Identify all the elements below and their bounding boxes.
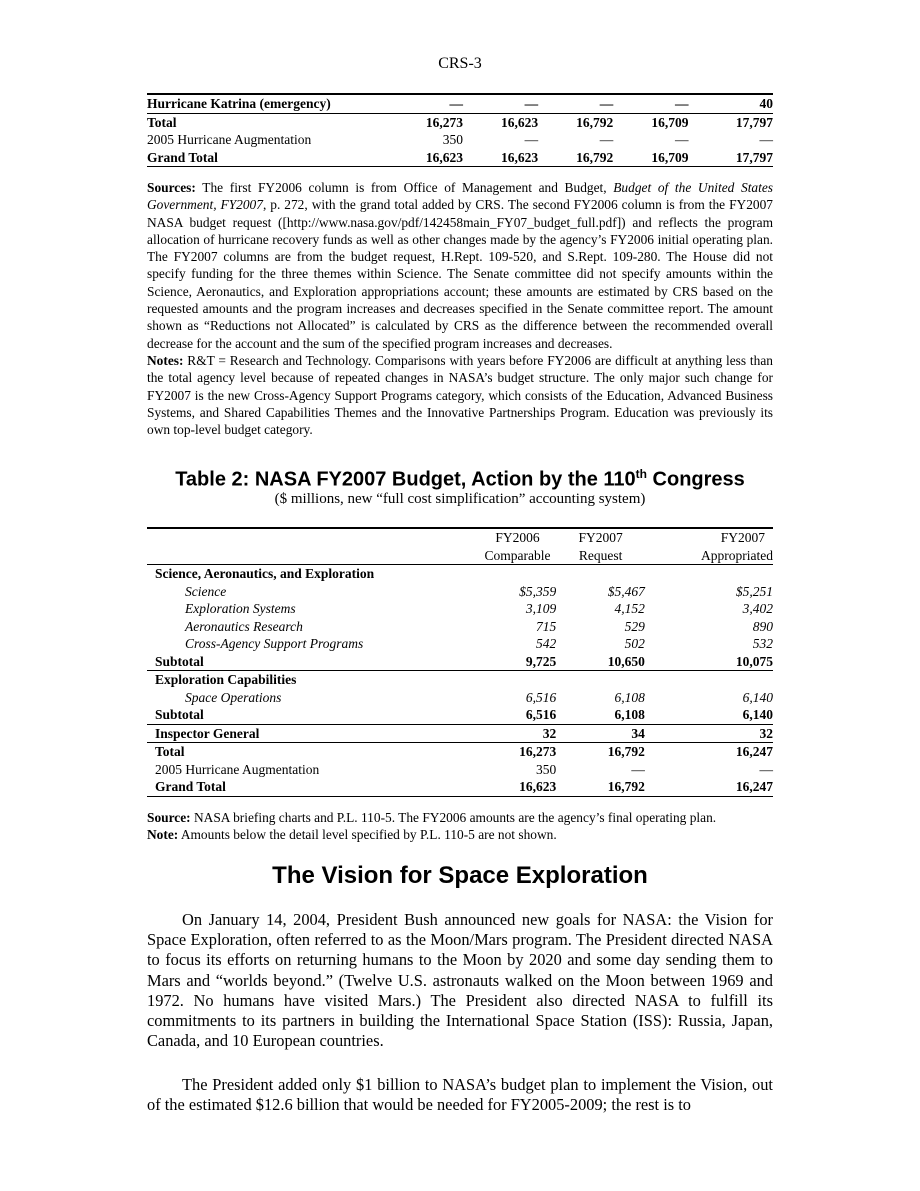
cell: — xyxy=(674,132,689,147)
cell: 532 xyxy=(752,636,773,651)
table-row xyxy=(147,565,773,583)
row-label: Subtotal xyxy=(147,653,479,671)
cell: 16,623 xyxy=(500,114,539,130)
cell: 529 xyxy=(624,618,645,634)
row-label: Inspector General xyxy=(147,724,479,743)
cell: 3,402 xyxy=(742,601,773,616)
row-label: Grand Total xyxy=(147,149,391,167)
cell: 10,075 xyxy=(645,653,773,671)
cell: — xyxy=(599,132,614,147)
cell: 16,273 xyxy=(425,114,463,130)
notes-paragraph xyxy=(147,352,773,438)
table-row xyxy=(147,131,773,149)
row-label: Total xyxy=(147,114,177,130)
cell: 34 xyxy=(556,724,645,743)
table-row xyxy=(147,724,773,743)
table-row xyxy=(147,671,773,689)
row-label: Aeronautics Research xyxy=(185,618,303,634)
cell: 32 xyxy=(479,724,557,743)
body-paragraph-2: The President added only $1 billion to NASA’s budget plan to implement the Vision, out of the estimated $12.6 billion that would be needed for FY2005-2009; the rest is to xyxy=(147,1075,773,1115)
cell: 4,152 xyxy=(614,601,645,616)
sources-text: The first FY2006 column is from Office of Management and Budget, xyxy=(202,180,614,195)
cell: 6,140 xyxy=(645,706,773,724)
table1-notes xyxy=(147,179,773,438)
title-text-end: Congress xyxy=(647,468,745,491)
cell xyxy=(645,671,773,689)
cell: 890 xyxy=(752,618,773,634)
cell: 32 xyxy=(645,724,773,743)
cell: — xyxy=(631,761,645,777)
row-label: Cross-Agency Support Programs xyxy=(185,636,364,651)
note-paragraph xyxy=(147,826,773,843)
table2-notes xyxy=(147,809,773,844)
table-row xyxy=(147,618,773,636)
cell: $5,359 xyxy=(519,583,557,599)
title-sup: th xyxy=(635,467,647,481)
cell: 715 xyxy=(536,618,557,634)
col-header: FY2006 xyxy=(495,530,540,545)
cell: — xyxy=(759,761,773,777)
cell: — xyxy=(391,94,463,113)
table-row xyxy=(147,94,773,113)
row-label: 2005 Hurricane Augmentation xyxy=(147,132,312,147)
table-row xyxy=(147,778,773,796)
cell: 17,797 xyxy=(688,149,773,167)
table-row xyxy=(147,653,773,671)
cell: — xyxy=(759,132,773,147)
table-row xyxy=(147,113,773,131)
cell: — xyxy=(613,94,688,113)
cell: 40 xyxy=(688,94,773,113)
row-label: Exploration Capabilities xyxy=(155,672,297,687)
cell: $5,251 xyxy=(735,583,773,599)
cell: 350 xyxy=(442,132,463,147)
cell: — xyxy=(463,94,538,113)
cell: 9,725 xyxy=(479,653,557,671)
section-heading: The Vision for Space Exploration xyxy=(272,862,648,889)
title-text: Table 2: NASA FY2007 Budget, Action by the 110 xyxy=(175,468,636,491)
cell: 16,623 xyxy=(391,149,463,167)
col-header: Request xyxy=(556,547,645,565)
cell: 3,109 xyxy=(525,601,557,616)
row-label: Hurricane Katrina (emergency) xyxy=(147,94,391,113)
row-label: Science xyxy=(185,583,227,599)
cell: 16,247 xyxy=(735,744,773,759)
sources-label: Sources: xyxy=(147,180,196,195)
cell xyxy=(645,565,773,583)
row-label: Total xyxy=(155,744,185,759)
source-label: Source: xyxy=(147,810,191,825)
col-header: Appropriated xyxy=(645,547,773,565)
cell xyxy=(556,671,645,689)
cell: — xyxy=(524,132,539,147)
header-row xyxy=(147,528,773,547)
sources-text-cont: , p. 272, with the grand total added by CRS. The second FY2006 column is from the FY2007 NASA budget request ([http://www.nasa.gov/pdf/142458main_FY07_budget_full.pdf]) and reflects the program allocation of hurricane recovery funds as well as other changes made by the agency’s FY2006 initial operating plan. The FY2007 columns are from the budget request, H.Rept. 109-520, and S.Rept. 109-280. The House did not specify funding for the three themes within Science. The Senate committee did not specify amounts within the Science, Aeronautics, and Exploration appropriations account; these amounts are estimated by CRS based on the requested amounts and the program increases and decreases specified in the Senate committee report. The amount shown as “Reductions not Allocated” is calculated by CRS as the difference between the recommended overall decrease for the account and the sum of the specified program increases and decreases. xyxy=(147,197,773,351)
row-label: Grand Total xyxy=(147,778,479,796)
col-header: FY2007 xyxy=(578,530,623,545)
col-header: Comparable xyxy=(479,547,557,565)
col-header: FY2007 xyxy=(720,530,765,545)
cell: 16,792 xyxy=(538,149,613,167)
source-paragraph xyxy=(147,809,773,826)
cell: 350 xyxy=(536,761,557,777)
cell: 6,140 xyxy=(742,689,773,705)
header-row xyxy=(147,547,773,565)
table-row xyxy=(147,600,773,618)
cell: 17,797 xyxy=(735,114,773,130)
budget-table-2 xyxy=(147,527,773,797)
cell: 16,792 xyxy=(576,114,614,130)
row-label: Exploration Systems xyxy=(185,601,296,616)
source-text: NASA briefing charts and P.L. 110-5. The FY2006 amounts are the agency’s final operating plan. xyxy=(194,810,717,825)
note-label: Note: xyxy=(147,827,179,843)
row-label: Subtotal xyxy=(147,706,479,724)
cell: 16,273 xyxy=(519,744,557,759)
sources-paragraph xyxy=(147,179,773,352)
row-label: 2005 Hurricane Augmentation xyxy=(155,761,320,777)
table-row xyxy=(147,149,773,167)
cell: 6,108 xyxy=(614,689,645,705)
page-header: CRS-3 xyxy=(438,55,482,72)
cell: 16,709 xyxy=(613,149,688,167)
cell: $5,467 xyxy=(607,583,645,599)
cell: 16,247 xyxy=(645,778,773,796)
table-row xyxy=(147,583,773,601)
cell: 16,623 xyxy=(463,149,538,167)
cell: 502 xyxy=(624,636,645,651)
table2-title xyxy=(0,467,920,492)
cell xyxy=(556,565,645,583)
table-row xyxy=(147,689,773,707)
table-row xyxy=(147,743,773,761)
sources-citation: Budget of the United States Government, FY2007 xyxy=(147,180,773,213)
budget-table-continued xyxy=(147,93,773,167)
cell: 16,792 xyxy=(607,744,645,759)
row-label: Space Operations xyxy=(185,689,282,705)
table-row xyxy=(147,635,773,653)
notes-text: R&T = Research and Technology. Comparisons with years before FY2006 are difficult at anything less than the total agency level because of repeated changes in NASA’s budget structure. The only major such change for FY2007 is the new Cross-Agency Support Programs category, which consists of the Education, Advanced Business Systems, and Shared Capabilities Themes and the Innovative Partnerships Program. Education was previously its own top-level budget category. xyxy=(147,352,773,438)
notes-label: Notes: xyxy=(147,352,184,368)
table2-subtitle: ($ millions, new “full cost simplification” accounting system) xyxy=(274,491,646,507)
cell: 6,516 xyxy=(479,706,557,724)
cell: 16,709 xyxy=(651,114,689,130)
cell: 6,516 xyxy=(525,689,557,705)
cell: 10,650 xyxy=(556,653,645,671)
cell: 16,792 xyxy=(556,778,645,796)
cell: — xyxy=(538,94,613,113)
note-text: Amounts below the detail level specified by P.L. 110-5 are not shown. xyxy=(180,827,557,843)
row-label: Science, Aeronautics, and Exploration xyxy=(155,566,375,581)
cell: 16,623 xyxy=(479,778,557,796)
table-row xyxy=(147,761,773,779)
table-row xyxy=(147,706,773,724)
cell: 542 xyxy=(536,636,557,651)
header-blank xyxy=(147,528,479,547)
cell xyxy=(479,671,557,689)
body-paragraph-1: On January 14, 2004, President Bush announced new goals for NASA: the Vision for Space Exploration, often referred to as the Moon/Mars program. The President directed NASA to focus its efforts on returning humans to the Moon by 2020 and some day sending them to Mars and “worlds beyond.” (Twelve U.S. astronauts walked on the Moon between 1969 and 1972. No humans have visited Mars.) The President also directed NASA to fulfill its commitments to its partners in building the International Space Station (ISS): Russia, Japan, Canada, and 10 European countries. xyxy=(147,910,773,1051)
header-blank xyxy=(147,547,479,565)
cell xyxy=(479,565,557,583)
cell: 6,108 xyxy=(556,706,645,724)
